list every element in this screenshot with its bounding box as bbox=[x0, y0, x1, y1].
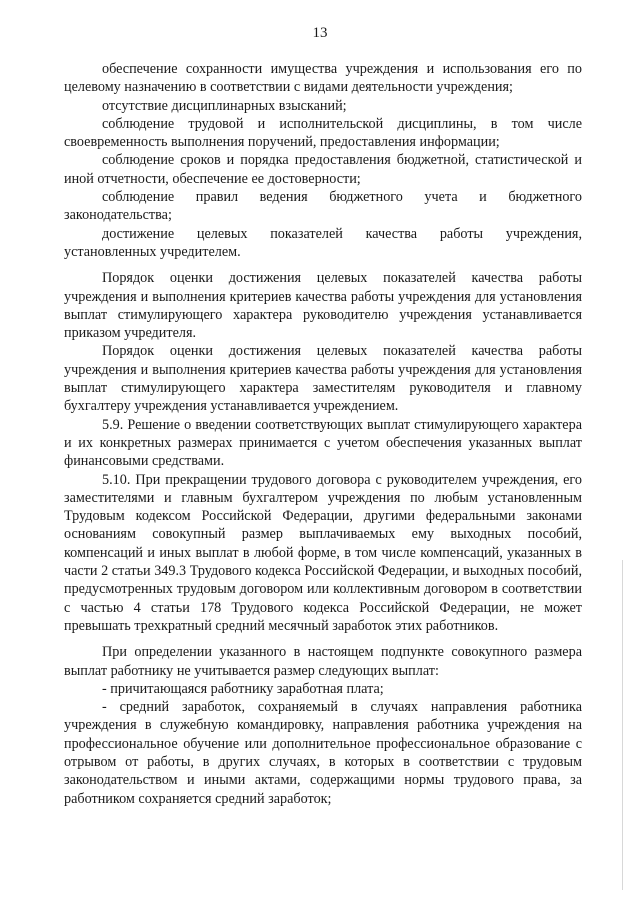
paragraph: 5.10. При прекращении трудового договора с руководителем учреждения, его заместителями и главным бухгалтером учреждения по любым установленным Трудовым кодексом Российской Федерации, другими федеральными законами основаниям совокупный размер выплачиваемых ему выходных пособий, компенсаций и иных выплат в любой форме, в том числе компенсаций, указанных в части 2 статьи 349.3 Трудового кодекса Российской Федерации, и выходных пособий, предусмотренных трудовым договором или коллективным договором в соответствии с частью 4 статьи 178 Трудового кодекса Российской Федерации, не может превышать трехкратный средний месячный заработок этих работников. bbox=[64, 471, 582, 634]
paragraph: Порядок оценки достижения целевых показателей качества работы учреждения и выполнения критериев качества работы учреждения для установления выплат стимулирующего характера заместителям руководителя и главному бухгалтеру учреждения устанавливается учреждением. bbox=[64, 343, 582, 415]
paragraph: При определении указанного в настоящем подпункте совокупного размера выплат работнику не учитывается размер следующих выплат: bbox=[64, 644, 582, 679]
page-number: 13 bbox=[312, 25, 328, 41]
list-item: - средний заработок, сохраняемый в случаях направления работника учреждения в служебную командировку, направления работника учреждения на профессиональное обучение или дополнительное профессиональное образование с отрывом от работы, в других случаях, в которых в соответствии с трудовым законодательством и иными актами, содержащими нормы трудового права, за работником сохраняется средний заработок; bbox=[64, 699, 582, 807]
paragraph: соблюдение правил ведения бюджетного учета и бюджетного законодательства; bbox=[64, 189, 582, 224]
paragraph: соблюдение сроков и порядка предоставления бюджетной, статистической и иной отчетности, обеспечение ее достоверности; bbox=[64, 152, 582, 187]
paragraph: соблюдение трудовой и исполнительской дисциплины, в том числе своевременность выполнения поручений, предоставления информации; bbox=[64, 115, 582, 151]
document-body bbox=[64, 60, 582, 808]
paragraph: отсутствие дисциплинарных взысканий; bbox=[102, 97, 347, 114]
scan-edge-line bbox=[622, 560, 623, 890]
list-item: - причитающаяся работнику заработная плата; bbox=[102, 680, 384, 697]
paragraph: 5.9. Решение о введении соответствующих выплат стимулирующего характера и их конкретных размерах принимается с учетом обеспечения указанных выплат финансовыми средствами. bbox=[64, 416, 582, 470]
paragraph: достижение целевых показателей качества работы учреждения, установленных учредителем. bbox=[64, 225, 582, 260]
paragraph: обеспечение сохранности имущества учреждения и использования его по целевому назначению в соответствии с видами деятельности учреждения; bbox=[64, 61, 582, 96]
paragraph: Порядок оценки достижения целевых показателей качества работы учреждения и выполнения критериев качества работы учреждения для установления выплат стимулирующего характера руководителю учреждения устанавливается приказом учредителя. bbox=[64, 270, 582, 342]
